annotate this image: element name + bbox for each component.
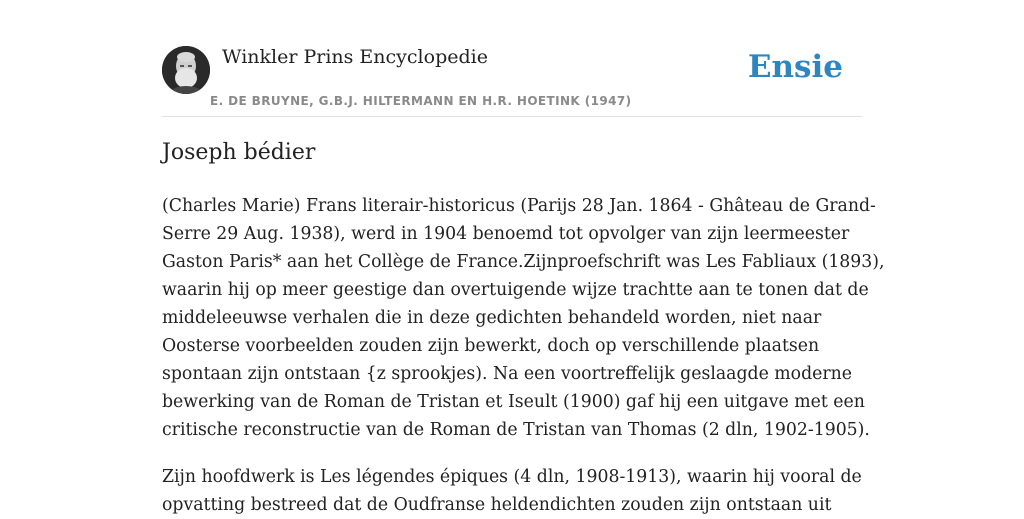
paragraph-line: bewerking van de Roman de Tristan et Iseult (1900) gaf hij een uitgave met een (162, 392, 865, 412)
paragraph-line: waarin hij op meer geestige dan overtuigende wijze trachtte aan te tonen dat de (162, 280, 869, 300)
site-header (162, 0, 862, 117)
portrait-photo-icon (162, 46, 210, 94)
avatar[interactable] (162, 46, 210, 94)
paragraph-line: spontaan zijn ontstaan {z sprookjes). Na een voortreffelijk geslaagde moderne (162, 364, 852, 384)
paragraph-line: Gaston Paris* aan het Collège de France.Zijnproefschrift was Les Fabliaux (1893), (162, 252, 885, 272)
paragraph-line: Zijn hoofdwerk is Les légendes épiques (4 dln, 1908-1913), waarin hij vooral de (162, 467, 862, 487)
publication-authors: E. DE BRUYNE, G.B.J. HILTERMANN EN H.R. HOETINK (1947) (210, 94, 632, 108)
paragraph-line: (Charles Marie) Frans literair-historicus (Parijs 28 Jan. 1864 - Ghâteau de Grand- (162, 196, 876, 216)
article-paragraph (162, 192, 885, 444)
brand-logo[interactable]: Ensie (747, 49, 843, 85)
paragraph-line: opvatting bestreed dat de Oudfranse heldendichten zouden zijn ontstaan uit (162, 495, 832, 515)
page (162, 0, 885, 515)
article-paragraph (162, 463, 862, 519)
paragraph-line: Oosterse voorbeelden zouden zijn bewerkt, doch op verschillende plaatsen (162, 336, 820, 356)
article-title: Joseph bédier (162, 140, 316, 165)
paragraph-line: Serre 29 Aug. 1938), werd in 1904 benoemd tot opvolger van zijn leermeester (162, 224, 850, 244)
publication-title[interactable]: Winkler Prins Encyclopedie (222, 46, 488, 68)
paragraph-line: middeleeuwse verhalen die in deze gedichten behandeld worden, niet naar (162, 308, 822, 328)
paragraph-line: critische reconstructie van de Roman de Tristan van Thomas (2 dln, 1902-1905). (162, 420, 870, 440)
